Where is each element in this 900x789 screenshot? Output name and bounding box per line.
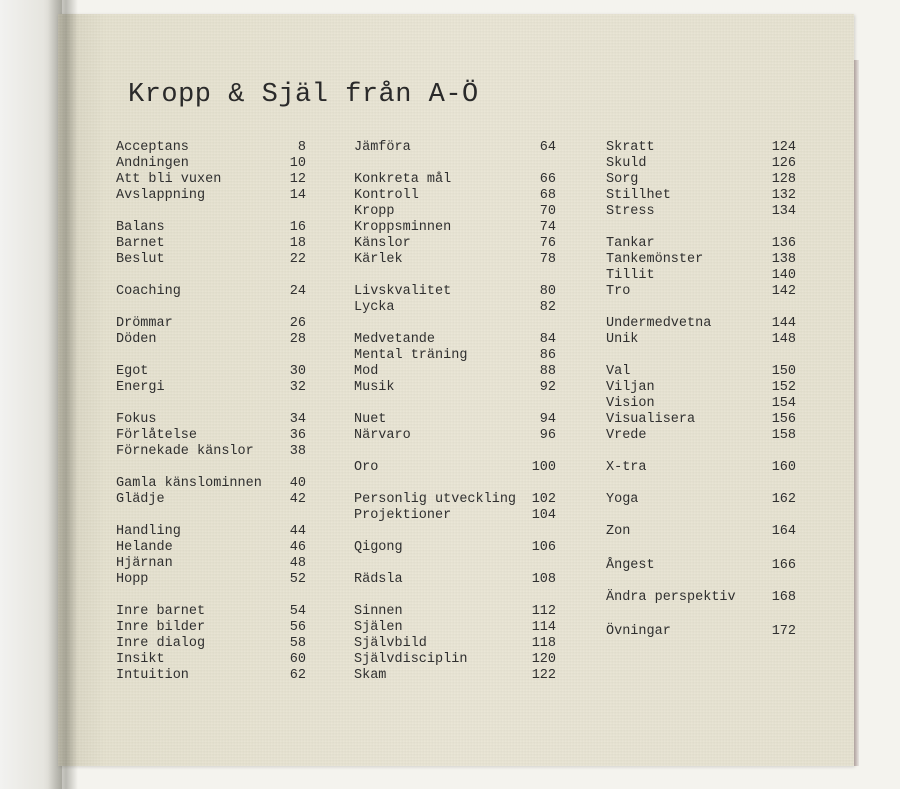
entry-term: Inre dialog: [116, 636, 206, 651]
index-page: [58, 14, 854, 766]
entry-page-number: 42: [289, 492, 306, 507]
index-entry: [116, 524, 306, 540]
entry-page-number: 66: [539, 172, 556, 187]
entry-term: Coaching: [116, 284, 181, 299]
index-entry: [354, 620, 556, 636]
entry-term: Förlåtelse: [116, 428, 198, 443]
page-title: Kropp & Själ från A-Ö: [128, 80, 479, 110]
entry-page-number: 94: [539, 412, 556, 427]
index-entry: [116, 140, 306, 156]
entry-page-number: 56: [289, 620, 306, 635]
entry-term: Oro: [354, 460, 379, 475]
index-entry: [606, 284, 796, 300]
entry-page-number: 136: [771, 236, 796, 251]
entry-term: Kärlek: [354, 252, 403, 267]
entry-term: Acceptans: [116, 140, 189, 155]
entry-page-number: 164: [771, 524, 796, 539]
entry-term: Personlig utveckling: [354, 492, 517, 507]
index-entry: [354, 652, 556, 668]
index-entry: [606, 332, 796, 348]
entry-term: Egot: [116, 364, 149, 379]
entry-term: Intuition: [116, 668, 189, 683]
entry-term: Undermedvetna: [606, 316, 712, 331]
entry-page-number: 8: [297, 140, 306, 155]
entry-term: Rädsla: [354, 572, 403, 587]
entry-term: Skuld: [606, 156, 647, 171]
index-entry: [116, 540, 306, 556]
entry-term: Val: [606, 364, 631, 379]
index-entry: [354, 252, 556, 268]
entry-page-number: 172: [771, 624, 796, 639]
entry-page-number: 10: [289, 156, 306, 171]
index-entry: [354, 460, 556, 476]
entry-page-number: 126: [771, 156, 796, 171]
entry-term: Närvaro: [354, 428, 411, 443]
entry-page-number: 62: [289, 668, 306, 683]
entry-page-number: 160: [771, 460, 796, 475]
entry-page-number: 24: [289, 284, 306, 299]
entry-page-number: 32: [289, 380, 306, 395]
entry-term: Kroppsminnen: [354, 220, 452, 235]
index-entry: [116, 236, 306, 252]
entry-term: Visualisera: [606, 412, 696, 427]
entry-page-number: 22: [289, 252, 306, 267]
index-entry: [354, 364, 556, 380]
entry-term: Stillhet: [606, 188, 671, 203]
index-entry: [354, 428, 556, 444]
index-entry: [354, 636, 556, 652]
entry-term: Handling: [116, 524, 181, 539]
entry-page-number: 132: [771, 188, 796, 203]
entry-term: Kontroll: [354, 188, 419, 203]
entry-term: Projektioner: [354, 508, 452, 523]
entry-page-number: 154: [771, 396, 796, 411]
index-entry: [606, 460, 796, 476]
entry-page-number: 128: [771, 172, 796, 187]
index-entry: [354, 188, 556, 204]
entry-page-number: 52: [289, 572, 306, 587]
index-entry: [116, 604, 306, 620]
entry-term: Zon: [606, 524, 631, 539]
index-entry: [116, 652, 306, 668]
index-entry: [116, 316, 306, 332]
entry-page-number: 74: [539, 220, 556, 235]
entry-page-number: 54: [289, 604, 306, 619]
index-entry: [606, 524, 796, 540]
index-entry: [354, 380, 556, 396]
entry-page-number: 104: [531, 508, 556, 523]
entry-page-number: 84: [539, 332, 556, 347]
entry-term: Vrede: [606, 428, 647, 443]
entry-term: Att bli vuxen: [116, 172, 222, 187]
entry-term: Vision: [606, 396, 655, 411]
entry-page-number: 114: [531, 620, 556, 635]
index-entry: [354, 348, 556, 364]
entry-page-number: 48: [289, 556, 306, 571]
entry-term: Beslut: [116, 252, 165, 267]
index-entry: [606, 492, 796, 508]
entry-page-number: 100: [531, 460, 556, 475]
entry-term: Sorg: [606, 172, 639, 187]
entry-term: Skratt: [606, 140, 655, 155]
entry-term: Stress: [606, 204, 655, 219]
index-entry: [606, 156, 796, 172]
entry-term: Jämföra: [354, 140, 411, 155]
index-entry: [606, 412, 796, 428]
entry-term: Lycka: [354, 300, 395, 315]
entry-page-number: 16: [289, 220, 306, 235]
entry-term: Livskvalitet: [354, 284, 452, 299]
entry-page-number: 86: [539, 348, 556, 363]
index-entry: [606, 364, 796, 380]
entry-page-number: 28: [289, 332, 306, 347]
index-entry: [354, 572, 556, 588]
entry-term: Känslor: [354, 236, 411, 251]
index-entry: [116, 364, 306, 380]
entry-term: Insikt: [116, 652, 165, 667]
entry-page-number: 162: [771, 492, 796, 507]
index-entry: [606, 380, 796, 396]
entry-term: Ändra perspektiv: [606, 590, 736, 605]
index-entry: [606, 396, 796, 412]
index-entry: [116, 284, 306, 300]
entry-term: Musik: [354, 380, 395, 395]
entry-term: Hopp: [116, 572, 149, 587]
entry-term: Tankar: [606, 236, 655, 251]
entry-page-number: 78: [539, 252, 556, 267]
entry-page-number: 120: [531, 652, 556, 667]
index-entry: [354, 284, 556, 300]
index-entry: [354, 172, 556, 188]
entry-term: Självbild: [354, 636, 427, 651]
entry-page-number: 18: [289, 236, 306, 251]
entry-term: Döden: [116, 332, 157, 347]
entry-term: Andningen: [116, 156, 189, 171]
entry-term: Barnet: [116, 236, 165, 251]
index-entry: [116, 428, 306, 444]
entry-page-number: 30: [289, 364, 306, 379]
index-entry: [116, 476, 306, 492]
entry-page-number: 70: [539, 204, 556, 219]
entry-term: Tillit: [606, 268, 655, 283]
entry-page-number: 82: [539, 300, 556, 315]
entry-term: Ångest: [606, 558, 655, 573]
index-entry: [116, 332, 306, 348]
index-entry: [354, 508, 556, 524]
entry-page-number: 142: [771, 284, 796, 299]
entry-term: Yoga: [606, 492, 639, 507]
index-entry: [116, 620, 306, 636]
entry-page-number: 124: [771, 140, 796, 155]
entry-page-number: 92: [539, 380, 556, 395]
entry-page-number: 60: [289, 652, 306, 667]
index-entry: [354, 668, 556, 684]
entry-term: Inre bilder: [116, 620, 206, 635]
entry-page-number: 168: [771, 590, 796, 605]
index-entry: [354, 204, 556, 220]
index-entry: [354, 220, 556, 236]
entry-page-number: 134: [771, 204, 796, 219]
entry-page-number: 122: [531, 668, 556, 683]
entry-page-number: 150: [771, 364, 796, 379]
index-entry: [354, 140, 556, 156]
entry-page-number: 96: [539, 428, 556, 443]
index-entry: [116, 412, 306, 428]
entry-term: Sinnen: [354, 604, 403, 619]
index-entry: [354, 300, 556, 316]
entry-term: X-tra: [606, 460, 647, 475]
entry-term: Energi: [116, 380, 165, 395]
index-entry: [606, 204, 796, 220]
entry-page-number: 138: [771, 252, 796, 267]
entry-term: Avslappning: [116, 188, 206, 203]
entry-term: Förnekade känslor: [116, 444, 254, 459]
index-entry: [606, 172, 796, 188]
index-entry: [116, 156, 306, 172]
entry-term: Fokus: [116, 412, 157, 427]
index-entry: [116, 188, 306, 204]
entry-page-number: 40: [289, 476, 306, 491]
entry-term: Hjärnan: [116, 556, 173, 571]
entry-term: Qigong: [354, 540, 403, 555]
index-entry: [606, 590, 796, 606]
entry-term: Balans: [116, 220, 165, 235]
entry-term: Skam: [354, 668, 387, 683]
index-entry: [606, 268, 796, 284]
entry-page-number: 156: [771, 412, 796, 427]
entry-term: Övningar: [606, 624, 671, 639]
entry-term: Medvetande: [354, 332, 436, 347]
entry-term: Kropp: [354, 204, 395, 219]
entry-page-number: 112: [531, 604, 556, 619]
entry-term: Konkreta mål: [354, 172, 452, 187]
entry-term: Unik: [606, 332, 639, 347]
entry-page-number: 158: [771, 428, 796, 443]
entry-page-number: 58: [289, 636, 306, 651]
entry-page-number: 44: [289, 524, 306, 539]
index-entry: [116, 492, 306, 508]
entry-page-number: 166: [771, 558, 796, 573]
entry-term: Själen: [354, 620, 403, 635]
index-entry: [606, 252, 796, 268]
entry-page-number: 64: [539, 140, 556, 155]
entry-term: Glädje: [116, 492, 165, 507]
entry-term: Gamla känslominnen: [116, 476, 262, 491]
index-entry: [116, 172, 306, 188]
entry-term: Mod: [354, 364, 379, 379]
index-entry: [606, 428, 796, 444]
gutter-shadow: [48, 0, 78, 789]
entry-term: Nuet: [354, 412, 387, 427]
entry-page-number: 36: [289, 428, 306, 443]
index-entry: [606, 236, 796, 252]
entry-term: Mental träning: [354, 348, 468, 363]
entry-term: Självdisciplin: [354, 652, 468, 667]
index-entry: [116, 636, 306, 652]
index-entry: [116, 572, 306, 588]
index-entry: [354, 604, 556, 620]
entry-term: Helande: [116, 540, 173, 555]
index-entry: [116, 556, 306, 572]
index-entry: [116, 252, 306, 268]
index-entry: [606, 558, 796, 574]
entry-page-number: 108: [531, 572, 556, 587]
entry-page-number: 26: [289, 316, 306, 331]
index-entry: [354, 492, 556, 508]
entry-page-number: 46: [289, 540, 306, 555]
index-entry: [606, 140, 796, 156]
entry-term: Inre barnet: [116, 604, 206, 619]
entry-page-number: 152: [771, 380, 796, 395]
entry-page-number: 68: [539, 188, 556, 203]
index-entry: [606, 624, 796, 640]
index-entry: [116, 220, 306, 236]
index-entry: [116, 668, 306, 684]
index-entry: [606, 316, 796, 332]
entry-term: Tankemönster: [606, 252, 704, 267]
index-entry: [354, 412, 556, 428]
index-entry: [606, 188, 796, 204]
entry-page-number: 14: [289, 188, 306, 203]
entry-page-number: 88: [539, 364, 556, 379]
index-entry: [116, 444, 306, 460]
entry-page-number: 144: [771, 316, 796, 331]
entry-page-number: 106: [531, 540, 556, 555]
entry-page-number: 34: [289, 412, 306, 427]
entry-page-number: 12: [289, 172, 306, 187]
entry-page-number: 118: [531, 636, 556, 651]
entry-term: Tro: [606, 284, 631, 299]
entry-page-number: 38: [289, 444, 306, 459]
index-entry: [354, 236, 556, 252]
index-entry: [354, 540, 556, 556]
entry-page-number: 76: [539, 236, 556, 251]
entry-page-number: 148: [771, 332, 796, 347]
index-entry: [116, 380, 306, 396]
entry-page-number: 102: [531, 492, 556, 507]
index-entry: [354, 332, 556, 348]
entry-term: Viljan: [606, 380, 655, 395]
entry-page-number: 80: [539, 284, 556, 299]
entry-page-number: 140: [771, 268, 796, 283]
entry-term: Drömmar: [116, 316, 173, 331]
